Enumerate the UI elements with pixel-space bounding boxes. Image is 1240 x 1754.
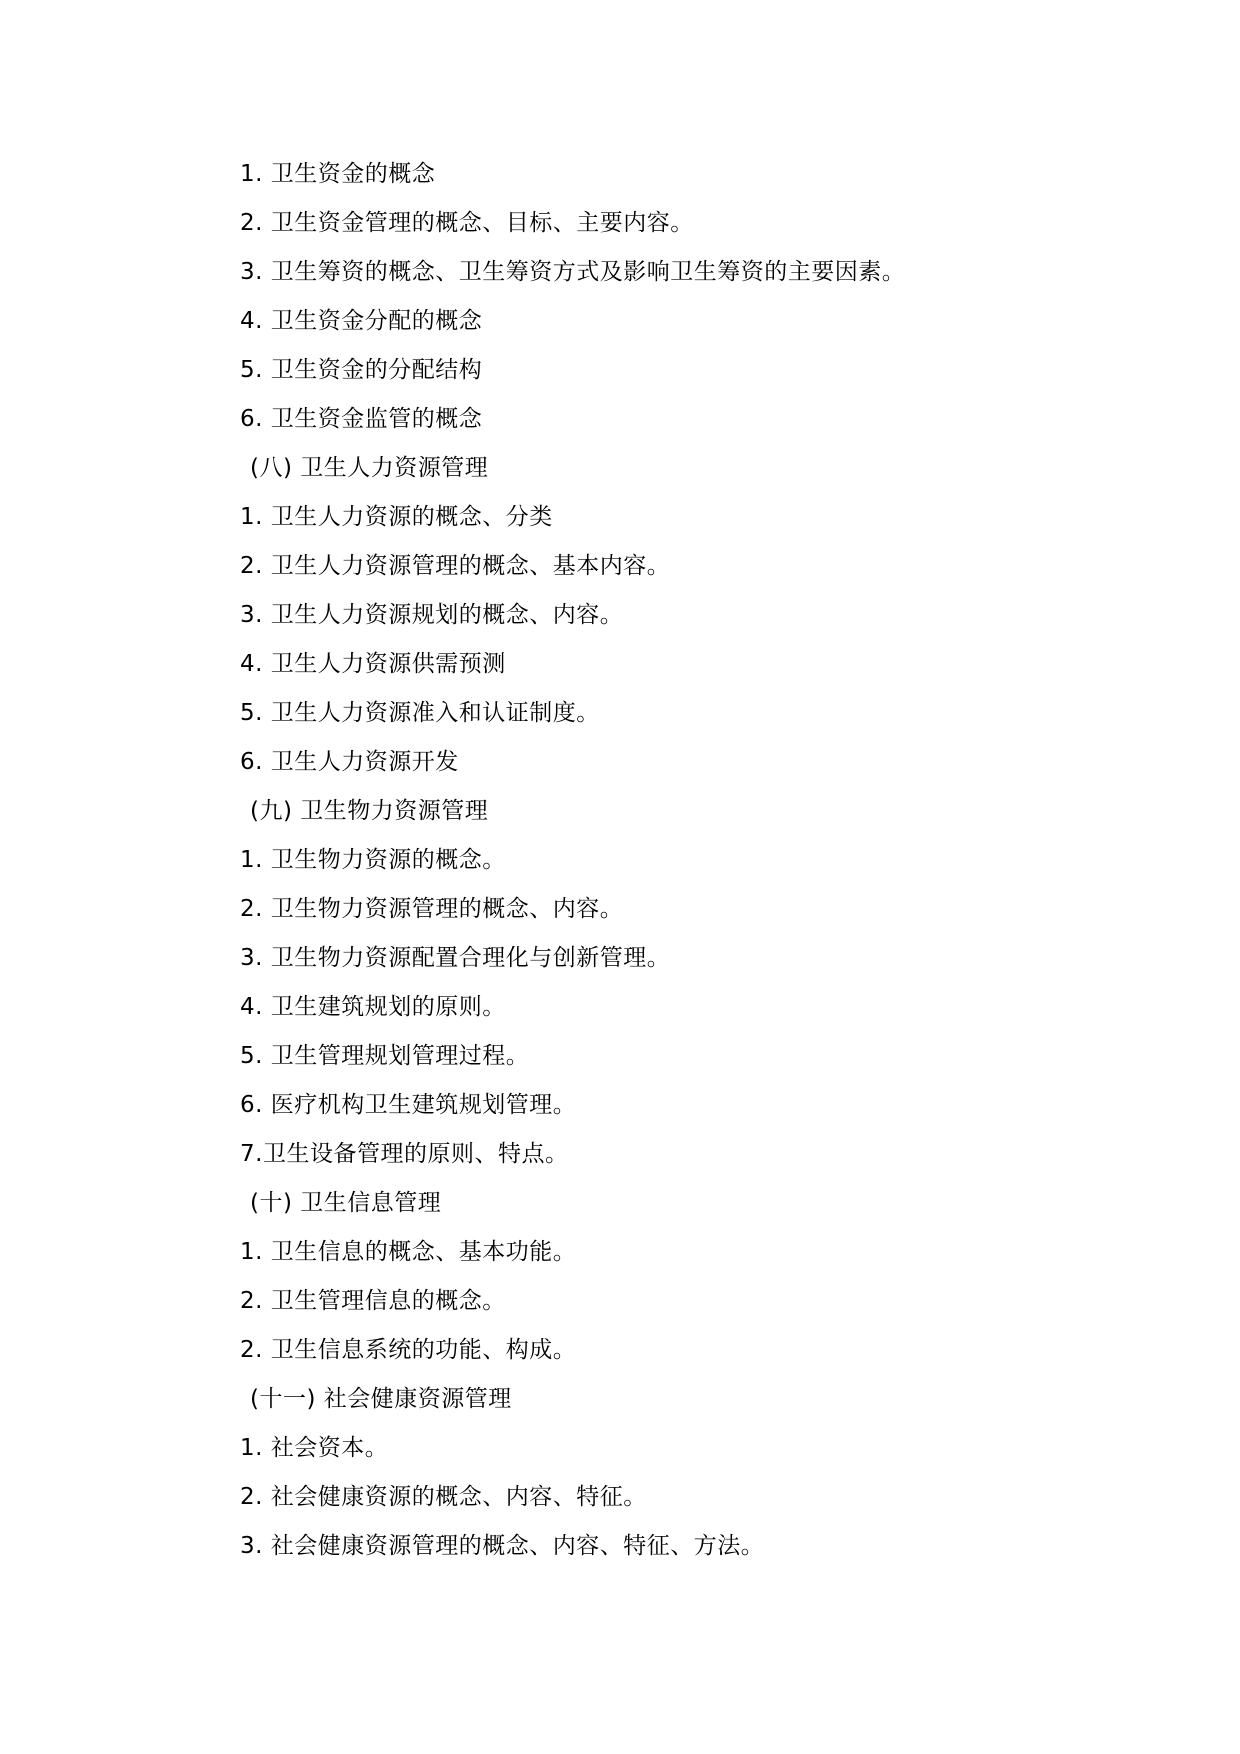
document-body	[240, 150, 1180, 1571]
section-heading: (九) 卫生物力资源管理	[250, 798, 489, 824]
list-item: 4. 卫生人力资源供需预测	[240, 651, 506, 677]
list-item: 4. 卫生资金分配的概念	[240, 308, 483, 334]
list-item: 1. 社会资本。	[240, 1435, 389, 1461]
list-item: 2. 卫生人力资源管理的概念、基本内容。	[240, 553, 671, 579]
section-heading: (十) 卫生信息管理	[250, 1190, 442, 1216]
section-heading: (十一) 社会健康资源管理	[250, 1386, 512, 1412]
list-item: 2. 卫生资金管理的概念、目标、主要内容。	[240, 210, 694, 236]
list-item: 4. 卫生建筑规划的原则。	[240, 994, 506, 1020]
list-item: 2. 卫生物力资源管理的概念、内容。	[240, 896, 624, 922]
list-item: 7.卫生设备管理的原则、特点。	[240, 1141, 569, 1167]
list-item: 2. 卫生信息系统的功能、构成。	[240, 1337, 577, 1363]
list-item: 3. 卫生筹资的概念、卫生筹资方式及影响卫生筹资的主要因素。	[240, 259, 906, 285]
list-item: 1. 卫生信息的概念、基本功能。	[240, 1239, 577, 1265]
list-item: 1. 卫生资金的概念	[240, 161, 436, 187]
list-item: 5. 卫生资金的分配结构	[240, 357, 483, 383]
list-item: 6. 卫生人力资源开发	[240, 749, 459, 775]
list-item: 5. 卫生管理规划管理过程。	[240, 1043, 530, 1069]
list-item: 3. 社会健康资源管理的概念、内容、特征、方法。	[240, 1533, 765, 1559]
list-item: 3. 卫生人力资源规划的概念、内容。	[240, 602, 624, 628]
list-item: 6. 卫生资金监管的概念	[240, 406, 483, 432]
list-item: 2. 卫生管理信息的概念。	[240, 1288, 506, 1314]
list-item: 2. 社会健康资源的概念、内容、特征。	[240, 1484, 647, 1510]
list-item: 1. 卫生物力资源的概念。	[240, 847, 506, 873]
list-item: 5. 卫生人力资源准入和认证制度。	[240, 700, 600, 726]
list-item: 6. 医疗机构卫生建筑规划管理。	[240, 1092, 577, 1118]
list-item: 3. 卫生物力资源配置合理化与创新管理。	[240, 945, 671, 971]
section-heading: (八) 卫生人力资源管理	[250, 455, 489, 481]
list-item: 1. 卫生人力资源的概念、分类	[240, 504, 553, 530]
